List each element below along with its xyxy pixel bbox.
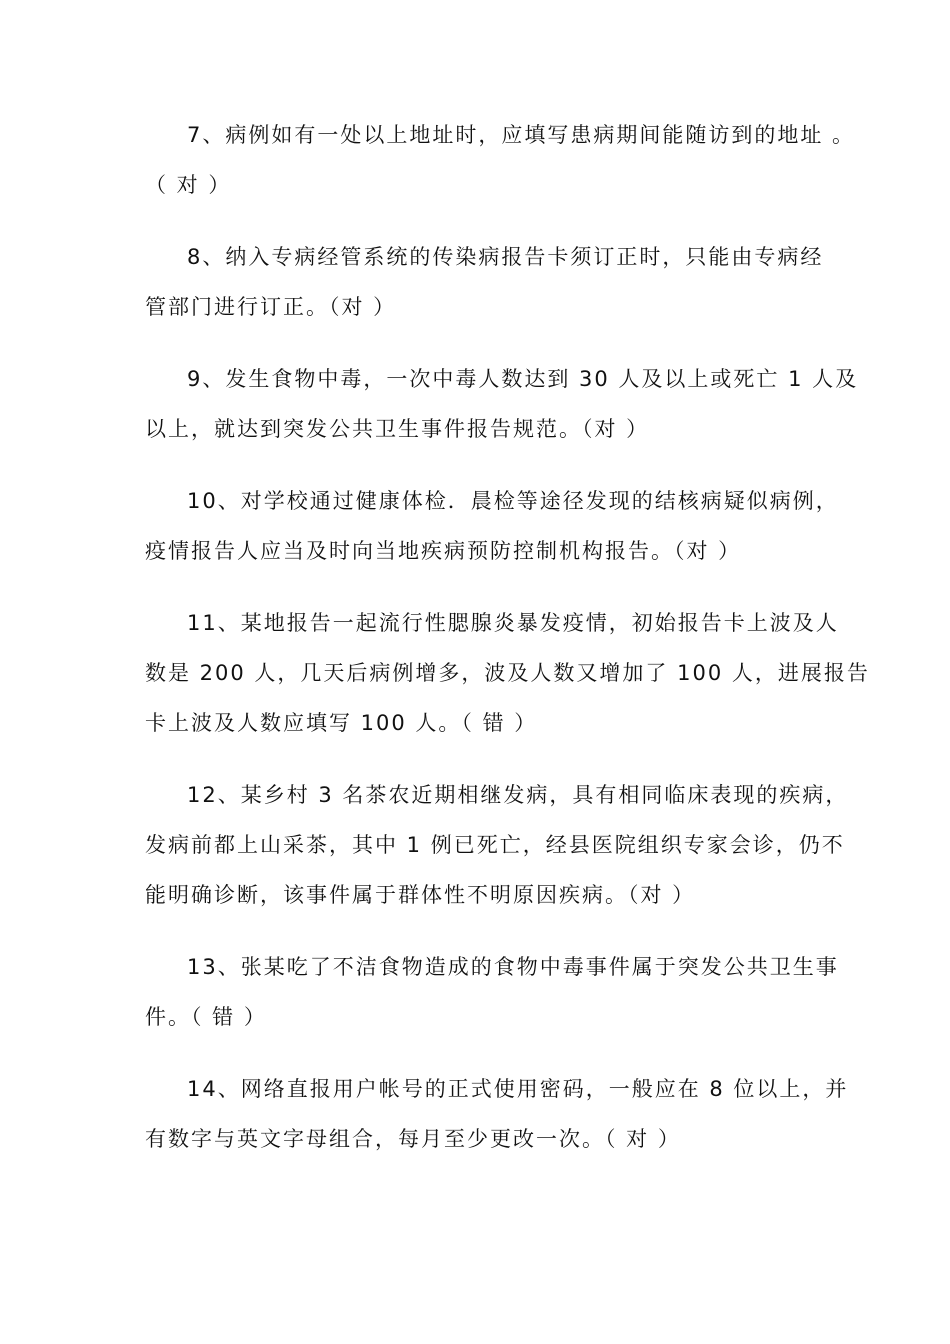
question-text-line: 能明确诊断，该事件属于群体性不明原因疾病。（对 ） <box>145 883 696 907</box>
question-text-line: 管部门进行订正。（对 ） <box>145 295 397 319</box>
question-text-line: 12、某乡村 3 名茶农近期相继发病，具有相同临床表现的疾病， <box>187 783 849 807</box>
question-text-line: 9、发生食物中毒，一次中毒人数达到 30 人及以上或死亡 1 人及 <box>187 367 859 391</box>
question-text-line: 以上，就达到突发公共卫生事件报告规范。（对 ） <box>145 417 650 441</box>
question-text-line: 疫情报告人应当及时向当地疾病预防控制机构报告。（对 ） <box>145 539 742 563</box>
question-text-line: 有数字与英文字母组合，每月至少更改一次。（ 对 ） <box>145 1127 681 1151</box>
question-11 <box>145 598 870 748</box>
question-text-line: 10、对学校通过健康体检．晨检等途径发现的结核病疑似病例， <box>187 489 839 513</box>
question-14 <box>145 1064 849 1164</box>
question-text-line: 8、纳入专病经管系统的传染病报告卡须订正时，只能由专病经 <box>187 245 824 269</box>
question-answer-line: （ 对 ） <box>145 173 232 197</box>
question-12 <box>145 770 849 920</box>
question-10 <box>145 476 839 576</box>
question-text-line: 件。（ 错 ） <box>145 1005 267 1029</box>
question-8 <box>145 232 824 332</box>
question-9 <box>145 354 859 454</box>
question-text-line: 7、病例如有一处以上地址时，应填写患病期间能随访到的地址 。 <box>187 123 856 147</box>
question-text-line: 11、某地报告一起流行性腮腺炎暴发疫情，初始报告卡上波及人 <box>187 611 839 635</box>
question-text-line: 数是 200 人，几天后病例增多，波及人数又增加了 100 人，进展报告 <box>145 661 870 685</box>
question-13 <box>145 942 839 1042</box>
question-text-line: 14、网络直报用户帐号的正式使用密码，一般应在 8 位以上，并 <box>187 1077 849 1101</box>
question-7 <box>145 110 856 210</box>
question-text-line: 13、张某吃了不洁食物造成的食物中毒事件属于突发公共卫生事 <box>187 955 839 979</box>
question-text-line: 发病前都上山采茶，其中 1 例已死亡，经县医院组织专家会诊，仍不 <box>145 833 845 857</box>
question-text-line: 卡上波及人数应填写 100 人。（ 错 ） <box>145 711 538 735</box>
